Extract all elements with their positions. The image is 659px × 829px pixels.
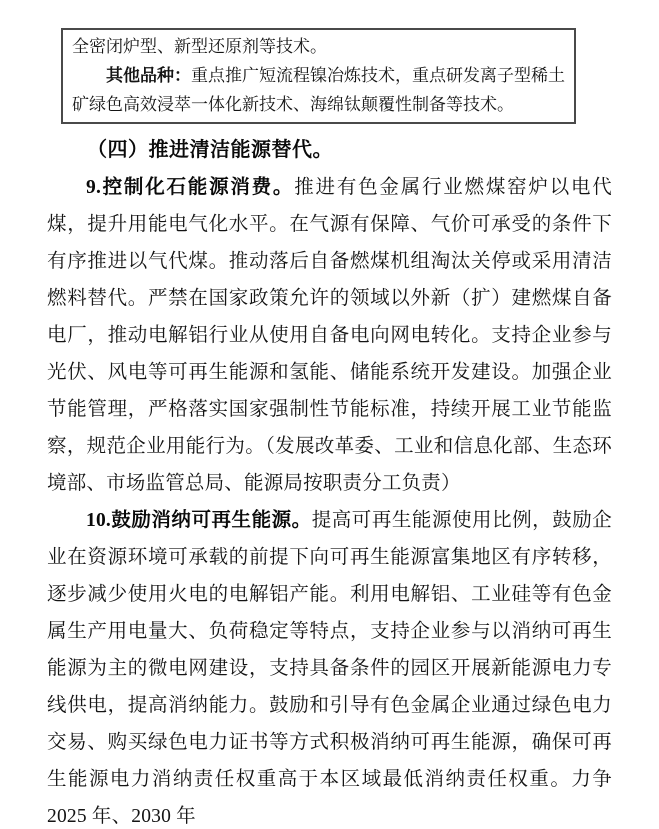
paragraph-10 [47,502,612,829]
paragraph-9-attribution: （发展改革委、工业和信息化部、生态环境部、市场监管总局、能源局按职责分工负责） [47,436,612,494]
box-paragraph-2-lead: 其他品种： [106,66,191,85]
paragraph-9 [47,169,612,502]
technology-highlight-box [61,28,576,124]
paragraph-9-body: 推进有色金属行业燃煤窑炉以电代煤，提升用能电气化水平。在气源有保障、气价可承受的条件下有序推进以气代煤。推动落后自备燃煤机组淘汰关停或采用清洁燃料替代。严禁在国家政策允许的领域以外新（扩）建燃煤自备电厂，推动电解铝行业从使用自备电向网电转化。支持企业参与光伏、风电等可再生能源和氢能、储能系统开发建设。加强企业节能管理，严格落实国家强制性节能标准，持续开展工业节能监察，规范企业用能行为。 [47,177,612,457]
paragraph-10-lead: 10.鼓励消纳可再生能源。 [86,510,312,531]
box-paragraph-1 [72,32,565,61]
document-content [47,28,612,829]
section-heading: （四）推进清洁能源替代。 [87,139,333,161]
box-paragraph-2-body: 重点推广短流程镍冶炼技术，重点研发离子型稀土矿绿色高效浸萃一体化新技术、海绵钛颠覆性制备等技术。 [72,66,565,114]
paragraph-10-body: 提高可再生能源使用比例，鼓励企业在资源环境可承载的前提下向可再生能源富集地区有序转移，逐步减少使用火电的电解铝产能。利用电解铝、工业硅等有色金属生产用电量大、负荷稳定等特点，支持企业参与以消纳可再生能源为主的微电网建设，支持具备条件的园区开展新能源电力专线供电，提高消纳能力。鼓励和引导有色金属企业通过绿色电力交易、购买绿色电力证书等方式积极消纳可再生能源，确保可再生能源电力消纳责任权重高于本区域最低消纳责任权重。力争 2025 年、2030 年 [47,510,612,827]
box-paragraph-2 [72,61,565,119]
paragraph-9-lead: 9.控制化石能源消费。 [86,177,295,198]
box-paragraph-1-text: 全密闭炉型、新型还原剂等技术。 [72,37,327,56]
